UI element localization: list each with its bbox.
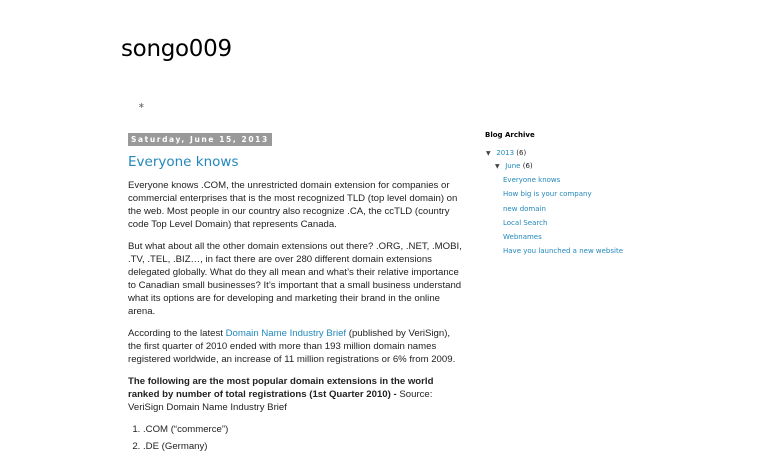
archive-year-row (486, 148, 685, 159)
navbar-placeholder-icon: ∗ (138, 101, 145, 110)
post-paragraph-2: But what about all the other domain extensions out there? .ORG, .NET, .MOBI, .TV, .TEL, .BIZ…, in fact there are over 280 different domain extensions delegated globally. What do they all mean and what’s their relative importance to Canadian small businesses? It’s important that a small business understand what its options are for developing and marketing their brand in the online arena. (128, 241, 462, 317)
tld-ranking-list (128, 423, 462, 453)
archive-post-item (503, 204, 685, 214)
archive-post-link[interactable]: new domain (503, 204, 546, 213)
archive-post-list (503, 175, 685, 256)
paragraph-3-prefix: According to the latest (128, 328, 226, 339)
archive-post-link[interactable]: Have you launched a new website (503, 247, 624, 256)
post (128, 129, 462, 457)
post-paragraph-3 (128, 327, 462, 366)
archive-post-link[interactable]: How big is your company (503, 190, 592, 199)
paragraph-4-source: Source: VeriSign Domain Name Industry Brief (128, 389, 433, 413)
archive-month-row (495, 161, 685, 172)
blog-title[interactable]: songo009 (121, 36, 232, 62)
sidebar (485, 130, 685, 261)
post-body (128, 179, 462, 453)
domain-name-industry-brief-link[interactable]: Domain Name Industry Brief (225, 328, 347, 339)
paragraph-4-bold: The following are the most popular domain extensions in the world ranked by number of total registrations (1st Quarter 2010) - (128, 376, 434, 400)
archive-post-item (503, 175, 685, 185)
archive-year-count: (6) (516, 149, 527, 157)
archive-post-item (503, 218, 685, 228)
archive-post-item (503, 189, 685, 199)
list-item: 2. .DE (Germany) (143, 440, 462, 453)
archive-post-link[interactable]: Local Search (503, 218, 548, 227)
collapse-toggle-icon[interactable]: ▼ (495, 163, 500, 170)
post-paragraph-1: Everyone knows .COM, the unrestricted domain extension for companies or commercial enterprises that is the most recognized TLD (top level domain) on the web. Most people in our country also recognize .CA, the ccTLD (country code Top Level Domain) that represents Canada. (128, 180, 458, 230)
archive-year-link[interactable]: 2013 (496, 149, 515, 157)
post-paragraph-4 (128, 375, 462, 414)
blog-archive-title: Blog Archive (485, 131, 535, 139)
archive-post-item (503, 232, 685, 242)
archive-post-link[interactable]: Everyone knows (503, 176, 561, 184)
archive-month-link[interactable]: June (505, 162, 521, 170)
archive-post-item (503, 246, 685, 256)
collapse-toggle-icon[interactable]: ▼ (486, 150, 491, 157)
archive-month-count: (6) (522, 162, 533, 170)
list-item: 1. .COM (“commerce”) (143, 423, 462, 436)
paragraph-3-suffix: (published by VeriSign), the first quarter of 2010 ended with more than 193 million domain names registered worldwide, an increase of 11 million registrations or 6% from 2009. (128, 328, 456, 365)
archive-post-link[interactable]: Webnames (503, 233, 542, 242)
post-date-header: Saturday, June 15, 2013 (128, 133, 272, 146)
post-title[interactable]: Everyone knows (128, 154, 239, 170)
